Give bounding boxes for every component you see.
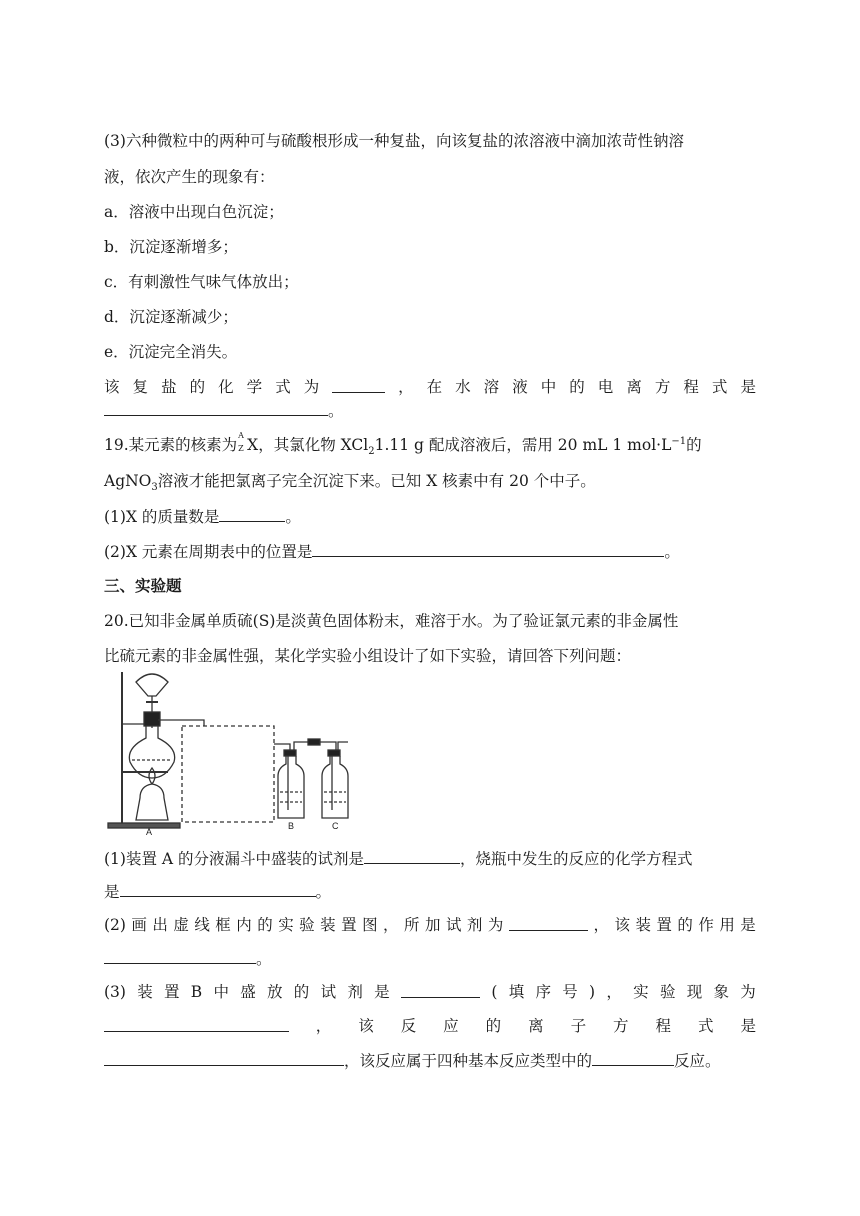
text-char: 置 xyxy=(164,983,180,1001)
text-char: 框 xyxy=(215,916,231,934)
text-char: 学 xyxy=(246,378,263,396)
text-char: 作 xyxy=(698,916,714,934)
text-char: 置 xyxy=(656,916,672,934)
stopper xyxy=(144,712,160,726)
text-char: 图 xyxy=(362,916,378,934)
text-char: 离 xyxy=(528,1017,544,1035)
stand-base xyxy=(108,823,180,828)
text-char: 现 xyxy=(686,983,703,1001)
text-char: 程 xyxy=(683,378,699,396)
q18-fill-line xyxy=(104,376,756,398)
text-char: 应 xyxy=(443,1017,459,1035)
text-char: 盐 xyxy=(161,378,177,396)
text-char: 反 xyxy=(400,1017,417,1035)
text-char: (3) xyxy=(104,983,126,1001)
q20-part1-line1: (1)装置 A 的分液漏斗中盛装的试剂是 ，烧瓶中发生的反应的化学方程式 xyxy=(104,847,693,870)
text-char: 复 xyxy=(132,378,149,396)
text-char: 的 xyxy=(257,916,273,934)
text-char: 象 xyxy=(713,983,730,1001)
bottle-b xyxy=(278,756,304,818)
text-char: ) xyxy=(589,983,596,1001)
tube-to-c xyxy=(320,742,336,750)
alcohol-lamp xyxy=(136,784,168,820)
q20-line2: 比硫元素的非金属性强，某化学实验小组设计了如下实验，请回答下列问题： xyxy=(104,647,632,665)
text-char: 方 xyxy=(654,378,671,396)
nuclide-notation: A Z xyxy=(238,431,244,453)
q18-fill-line2 xyxy=(104,399,344,422)
q19-line1: 19.某元素的核素为 A Z X，其氯化物 XCl$_2$1.11 g 配成溶液后，需用 20 mL 1 $mol\cdot L^{-1}$的 xyxy=(104,431,702,458)
q20-part3-line3: ，该反应属于四种基本反应类型中的 反应。 xyxy=(104,1049,721,1072)
connecting-tube xyxy=(274,744,290,750)
label-a: A xyxy=(146,827,153,836)
text-char: 是 xyxy=(740,378,756,396)
answer-blank[interactable] xyxy=(104,399,328,416)
text-char: 方 xyxy=(613,1017,629,1035)
text-char: 化 xyxy=(218,378,234,396)
text-char: 填 xyxy=(508,983,525,1001)
text-char: ( xyxy=(491,983,498,1001)
q20-part3-line2 xyxy=(104,1015,756,1037)
text-char: 式 xyxy=(711,378,728,396)
apparatus-figure xyxy=(104,668,364,836)
text-char: 装 xyxy=(635,916,651,934)
apparatus-diagram xyxy=(104,668,364,836)
answer-blank[interactable] xyxy=(104,947,256,964)
q20-part3-line1 xyxy=(104,981,756,1003)
text-char: 的 xyxy=(485,1017,502,1035)
delivery-tube xyxy=(158,720,204,726)
answer-blank[interactable] xyxy=(509,914,588,931)
rubber-joint xyxy=(308,739,320,745)
q18-p3-line1: (3)六种微粒中的两种可与硫酸根形成一种复盐，向该复盐的浓溶液中滴加浓苛性钠溶 xyxy=(104,132,684,150)
text-char: 该 xyxy=(358,1017,374,1035)
outlet-c xyxy=(338,742,348,750)
text-char: 盛 xyxy=(240,983,256,1001)
answer-blank[interactable] xyxy=(364,847,460,864)
text-char: 所 xyxy=(404,916,420,934)
text-char: 式 xyxy=(275,378,291,396)
text-char: 的 xyxy=(569,378,585,396)
text-char: 实 xyxy=(633,983,649,1001)
text-char: ， xyxy=(398,378,414,396)
text-char: 式 xyxy=(697,1017,714,1035)
text-char: 子 xyxy=(570,1017,587,1035)
label-c: C xyxy=(332,821,339,831)
text-char: 水 xyxy=(455,378,471,396)
q20-part2-line1 xyxy=(104,914,756,936)
text-char: ， xyxy=(383,916,399,934)
flame xyxy=(149,768,155,784)
text-char: 试 xyxy=(445,916,462,934)
q19-part2: (2)X 元素在周期表中的位置是 。 xyxy=(104,540,680,563)
text-char: 电 xyxy=(597,378,614,396)
text-char: 装 xyxy=(137,983,153,1001)
text-char: 该 xyxy=(614,916,630,934)
round-flask xyxy=(129,726,174,778)
answer-blank[interactable] xyxy=(219,505,285,522)
dashed-box xyxy=(182,726,274,822)
text-char: 剂 xyxy=(466,916,483,934)
q19-line2: AgNO$_3$溶液才能把氯离子完全沉淀下来。已知 X 核素中有 20 个中子。 xyxy=(104,472,596,494)
text-char: 剂 xyxy=(347,983,363,1001)
text-char: 实 xyxy=(278,916,294,934)
text-char: 出 xyxy=(152,916,168,934)
answer-blank[interactable] xyxy=(592,1049,674,1066)
q20-part1-line2: 是 。 xyxy=(104,880,331,903)
text-char: 验 xyxy=(299,916,315,934)
text-char: 为 xyxy=(303,378,320,396)
answer-blank[interactable] xyxy=(104,1049,344,1066)
q18-p3-line2: 液，依次产生的现象有： xyxy=(104,168,275,186)
text-char: 试 xyxy=(320,983,337,1001)
text-char: ， xyxy=(593,916,610,934)
text-char: 验 xyxy=(659,983,676,1001)
text-char: 号 xyxy=(562,983,578,1001)
bottle-c xyxy=(322,756,348,818)
q18-option-a: a．溶液中出现白色沉淀； xyxy=(104,203,284,221)
text-char: 虚 xyxy=(173,916,189,934)
text-char: 为 xyxy=(740,983,756,1001)
text-char: 离 xyxy=(626,378,642,396)
text-char: 线 xyxy=(194,916,210,934)
q18-option-b: b．沉淀逐渐增多； xyxy=(104,238,238,256)
text-char: 加 xyxy=(424,916,441,934)
answer-blank[interactable] xyxy=(332,376,385,393)
text-char: 是 xyxy=(740,1017,756,1035)
text-char: 内 xyxy=(236,916,252,934)
text-char: 的 xyxy=(189,378,206,396)
text-char: ， xyxy=(315,1017,332,1035)
text-char: 程 xyxy=(655,1017,672,1035)
section-heading: 三、实验题 xyxy=(104,577,182,595)
q19-part1: (1)X 的质量数是 。 xyxy=(104,505,301,528)
text-char: 放 xyxy=(267,983,283,1001)
separatory-funnel xyxy=(136,674,168,696)
text-char: 置 xyxy=(341,916,357,934)
answer-blank[interactable] xyxy=(120,880,316,897)
text-char: 画 xyxy=(131,916,147,934)
stopper-b xyxy=(284,750,296,756)
answer-blank[interactable] xyxy=(401,981,480,998)
text-char: 为 xyxy=(487,916,504,934)
text-char: 的 xyxy=(293,983,310,1001)
text-char: 在 xyxy=(426,378,443,396)
q20-line1: 20.已知非金属单质硫(S)是淡黄色固体粉末，难溶于水。为了验证氯元素的非金属性 xyxy=(104,612,679,630)
text-char: 该 xyxy=(104,378,120,396)
period: 。 xyxy=(328,402,344,420)
text-char: 的 xyxy=(677,916,693,934)
answer-blank[interactable] xyxy=(312,540,664,557)
q18-option-e: e．沉淀完全消失。 xyxy=(104,343,238,361)
text-char: 中 xyxy=(540,378,557,396)
q18-option-d: d．沉淀逐渐减少； xyxy=(104,308,238,326)
text-char: 是 xyxy=(740,916,756,934)
text-char: ， xyxy=(606,983,622,1001)
text-char: 序 xyxy=(535,983,551,1001)
text-char: 中 xyxy=(213,983,229,1001)
q20-part2-line2: 。 xyxy=(104,947,272,970)
q18-option-c: c．有刺激性气味气体放出； xyxy=(104,273,299,291)
text-char: 用 xyxy=(719,916,735,934)
stopper-c xyxy=(328,750,340,756)
text-char: B xyxy=(190,983,203,1001)
text-char: 装 xyxy=(320,916,336,934)
label-b: B xyxy=(288,821,295,831)
answer-blank[interactable] xyxy=(104,1015,289,1032)
text-char: 是 xyxy=(374,983,390,1001)
text-char: 溶 xyxy=(483,378,500,396)
text-char: 液 xyxy=(512,378,528,396)
text-char: (2) xyxy=(104,916,126,934)
